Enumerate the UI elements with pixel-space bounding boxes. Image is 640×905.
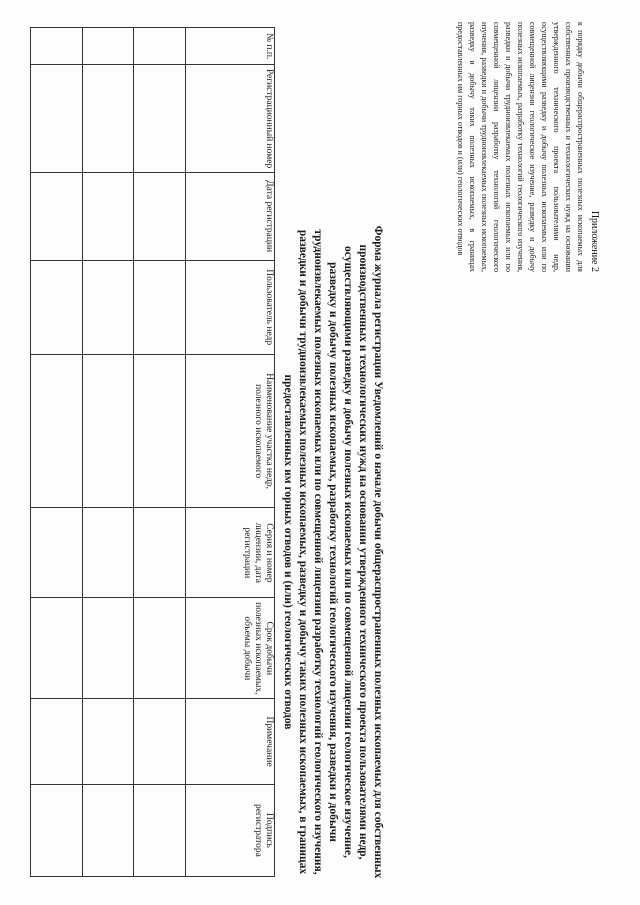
header-cell: Подпись регистратора [186,784,275,876]
table-cell [134,699,186,785]
table-cell [31,260,83,354]
form-title: Форма журнала регистрации Уведомлений о начале добычи общераспространенных полезных ископаемых для собственных производственных и технологических нужд на основании утвержденного технического проекта пользователями недр, осуществляющими разведку и добычу полезных ископаемых или по совмещенной лицензии геологическое изучение, разведку и добычу полезных ископаемых, разработку технологий геологического изучения, разведки и добычи трудноизвлекаемых полезных ископаемых или по совмещенной лицензии разработку технологий геологического изучения, разведки и добычи трудноизвлекаемых полезных ископаемых, разведку и добычу таких полезных ископаемых, в границах предоставленных им горных отводов и (или) геологических отводов [282,225,384,879]
table-cell [82,784,134,876]
table-row [82,28,134,877]
table-cell [134,508,186,598]
table-cell [134,28,186,65]
table-cell [31,508,83,598]
table-cell [82,172,134,260]
table-cell [31,172,83,260]
table-cell [82,65,134,172]
table-cell [134,172,186,260]
header-cell: Пользователь недр [186,260,275,354]
table-cell [82,699,134,785]
table-cell [82,598,134,699]
table-cell [31,784,83,876]
header-cell: № п.п. [186,28,275,65]
registration-journal-table [30,27,275,877]
table-cell [134,354,186,508]
table-cell [82,260,134,354]
header-cell: Дата регистрации [186,172,275,260]
table-row [134,28,186,877]
rotated-content [20,12,620,892]
table-cell [31,354,83,508]
table-cell [134,65,186,172]
appendix-block [454,22,600,272]
table-cell [31,598,83,699]
table-body [31,28,186,877]
table-cell [82,508,134,598]
header-cell: Наименование участка недр, полезного ископаемого [186,354,275,508]
table-cell [31,28,83,65]
header-cell: Серия и номер лицензии, дата регистрации [186,508,275,598]
table-cell [134,784,186,876]
header-cell: Регистрационный номер [186,65,275,172]
table-cell [31,65,83,172]
table-cell [82,28,134,65]
appendix-text: к порядку добычи общераспространенных полезных ископаемых для собственных производственных и технологических нужд на основании утвержденного технического проекта пользователями недр, осуществляющими разведку и добычу полезных ископаемых или по совмещенной лицензии геологическое изучение, разведку и добычу полезных ископаемых, разработку технологий геологического изучения, разведки и добычи трудноизвлекаемых полезных ископаемых или по совмещенной лицензии разработку технологий геологического изучения, разведки и добычи трудноизвлекаемых полезных ископаемых, разведку и добычу таких полезных ископаемых, в границах предоставленных им горных отводов и (или) геологических отводов [456,22,585,272]
table-cell [31,699,83,785]
table-row [31,28,83,877]
header-cell: Примечание [186,699,275,785]
table-header-row [186,28,275,877]
table-cell [82,354,134,508]
header-cell: Срок добычи полезных ископаемых, объемы добычи [186,598,275,699]
table-cell [134,260,186,354]
table-cell [134,598,186,699]
appendix-number: Приложение 2 [589,210,600,272]
